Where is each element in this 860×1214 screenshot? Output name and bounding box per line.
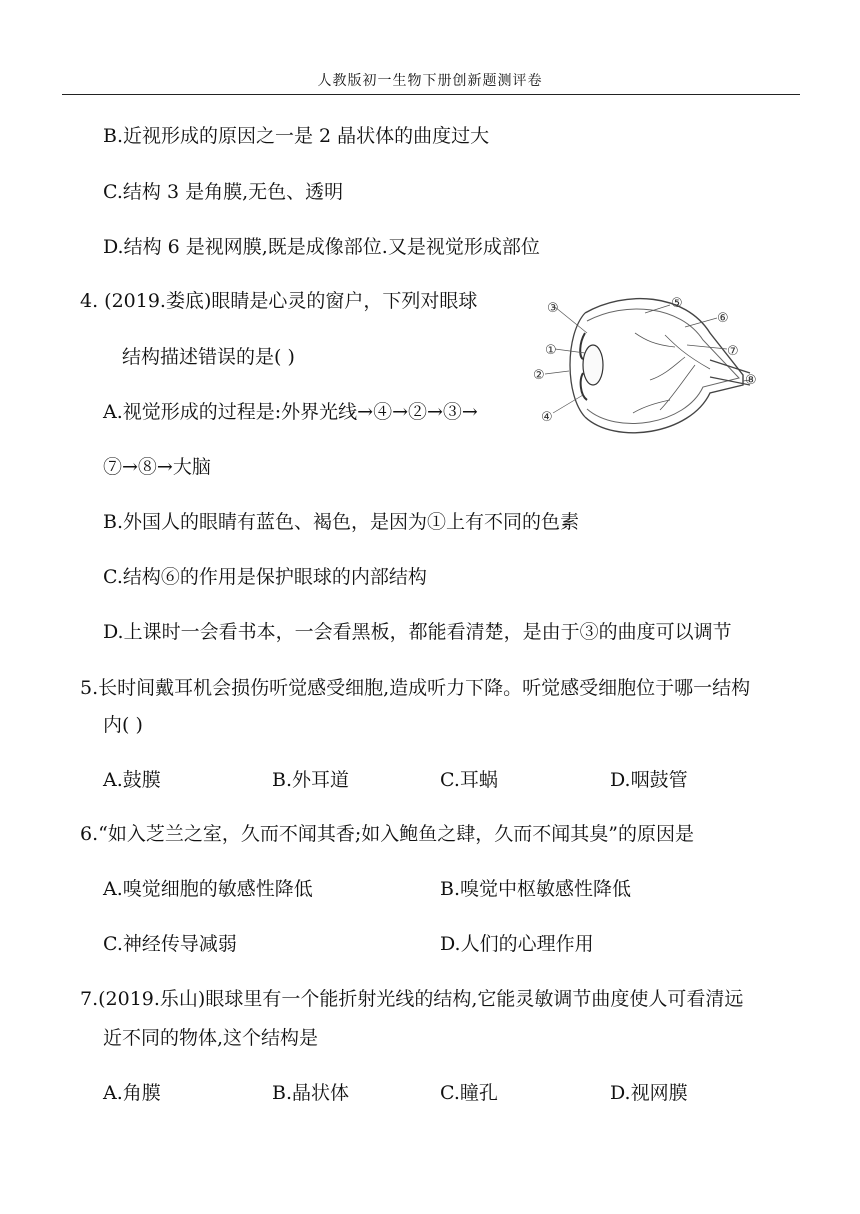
header-rule xyxy=(62,94,800,95)
q6-stem: 6.“如入芝兰之室，久而不闻其香;如入鲍鱼之肆，久而不闻其臭”的原因是 xyxy=(80,823,694,845)
q5-option-a: A.鼓膜 xyxy=(103,769,161,791)
q4-option-a-line2: ⑦→⑧→大脑 xyxy=(103,456,211,478)
q4-stem-line1: 4. (2019.娄底)眼睛是心灵的窗户，下列对眼球 xyxy=(80,290,478,312)
q3-option-c: C.结构 3 是角膜,无色、透明 xyxy=(103,181,344,203)
q3-option-b: B.近视形成的原因之一是 2 晶状体的曲度过大 xyxy=(103,125,490,147)
fig-label-2: ② xyxy=(533,368,545,383)
q6-option-b: B.嗅觉中枢敏感性降低 xyxy=(440,878,632,900)
q5-stem-line2: 内( ) xyxy=(103,714,143,736)
q7-stem-line1: 7.(2019.乐山)眼球里有一个能折射光线的结构,它能灵敏调节曲度使人可看清远 xyxy=(80,988,744,1010)
q5-option-d: D.咽鼓管 xyxy=(610,769,688,791)
q6-option-c: C.神经传导减弱 xyxy=(103,933,237,955)
fig-label-8: ⑧ xyxy=(745,373,757,388)
fig-label-4: ④ xyxy=(541,410,553,425)
q4-stem-line2: 结构描述错误的是( ) xyxy=(122,346,295,368)
fig-label-7: ⑦ xyxy=(727,344,739,359)
q5-option-b: B.外耳道 xyxy=(272,769,350,791)
fig-label-1: ① xyxy=(545,343,557,358)
fig-label-6: ⑥ xyxy=(717,311,729,326)
eyeball-diagram xyxy=(525,285,775,450)
q7-option-c: C.瞳孔 xyxy=(440,1082,498,1104)
q6-option-a: A.嗅觉细胞的敏感性降低 xyxy=(103,878,313,900)
q6-option-d: D.人们的心理作用 xyxy=(440,933,594,955)
page-header: 人教版初一生物下册创新题测评卷 xyxy=(317,73,543,89)
q7-stem-line2: 近不同的物体,这个结构是 xyxy=(103,1027,319,1049)
q7-option-b: B.晶状体 xyxy=(272,1082,350,1104)
q3-option-d: D.结构 6 是视网膜,既是成像部位.又是视觉形成部位 xyxy=(103,236,540,258)
fig-label-5: ⑤ xyxy=(671,296,683,311)
q7-option-d: D.视网膜 xyxy=(610,1082,688,1104)
q4-option-a-line1: A.视觉形成的过程是:外界光线→④→②→③→ xyxy=(103,401,478,423)
q7-option-a: A.角膜 xyxy=(103,1082,161,1104)
q5-option-c: C.耳蜗 xyxy=(440,769,498,791)
q5-stem-line1: 5.长时间戴耳机会损伤听觉感受细胞,造成听力下降。听觉感受细胞位于哪一结构 xyxy=(80,677,751,699)
q4-option-c: C.结构⑥的作用是保护眼球的内部结构 xyxy=(103,566,427,588)
fig-label-3: ③ xyxy=(547,301,559,316)
q4-option-b: B.外国人的眼睛有蓝色、褐色，是因为①上有不同的色素 xyxy=(103,511,580,533)
q4-option-d: D.上课时一会看书本，一会看黑板，都能看清楚，是由于③的曲度可以调节 xyxy=(103,621,732,643)
